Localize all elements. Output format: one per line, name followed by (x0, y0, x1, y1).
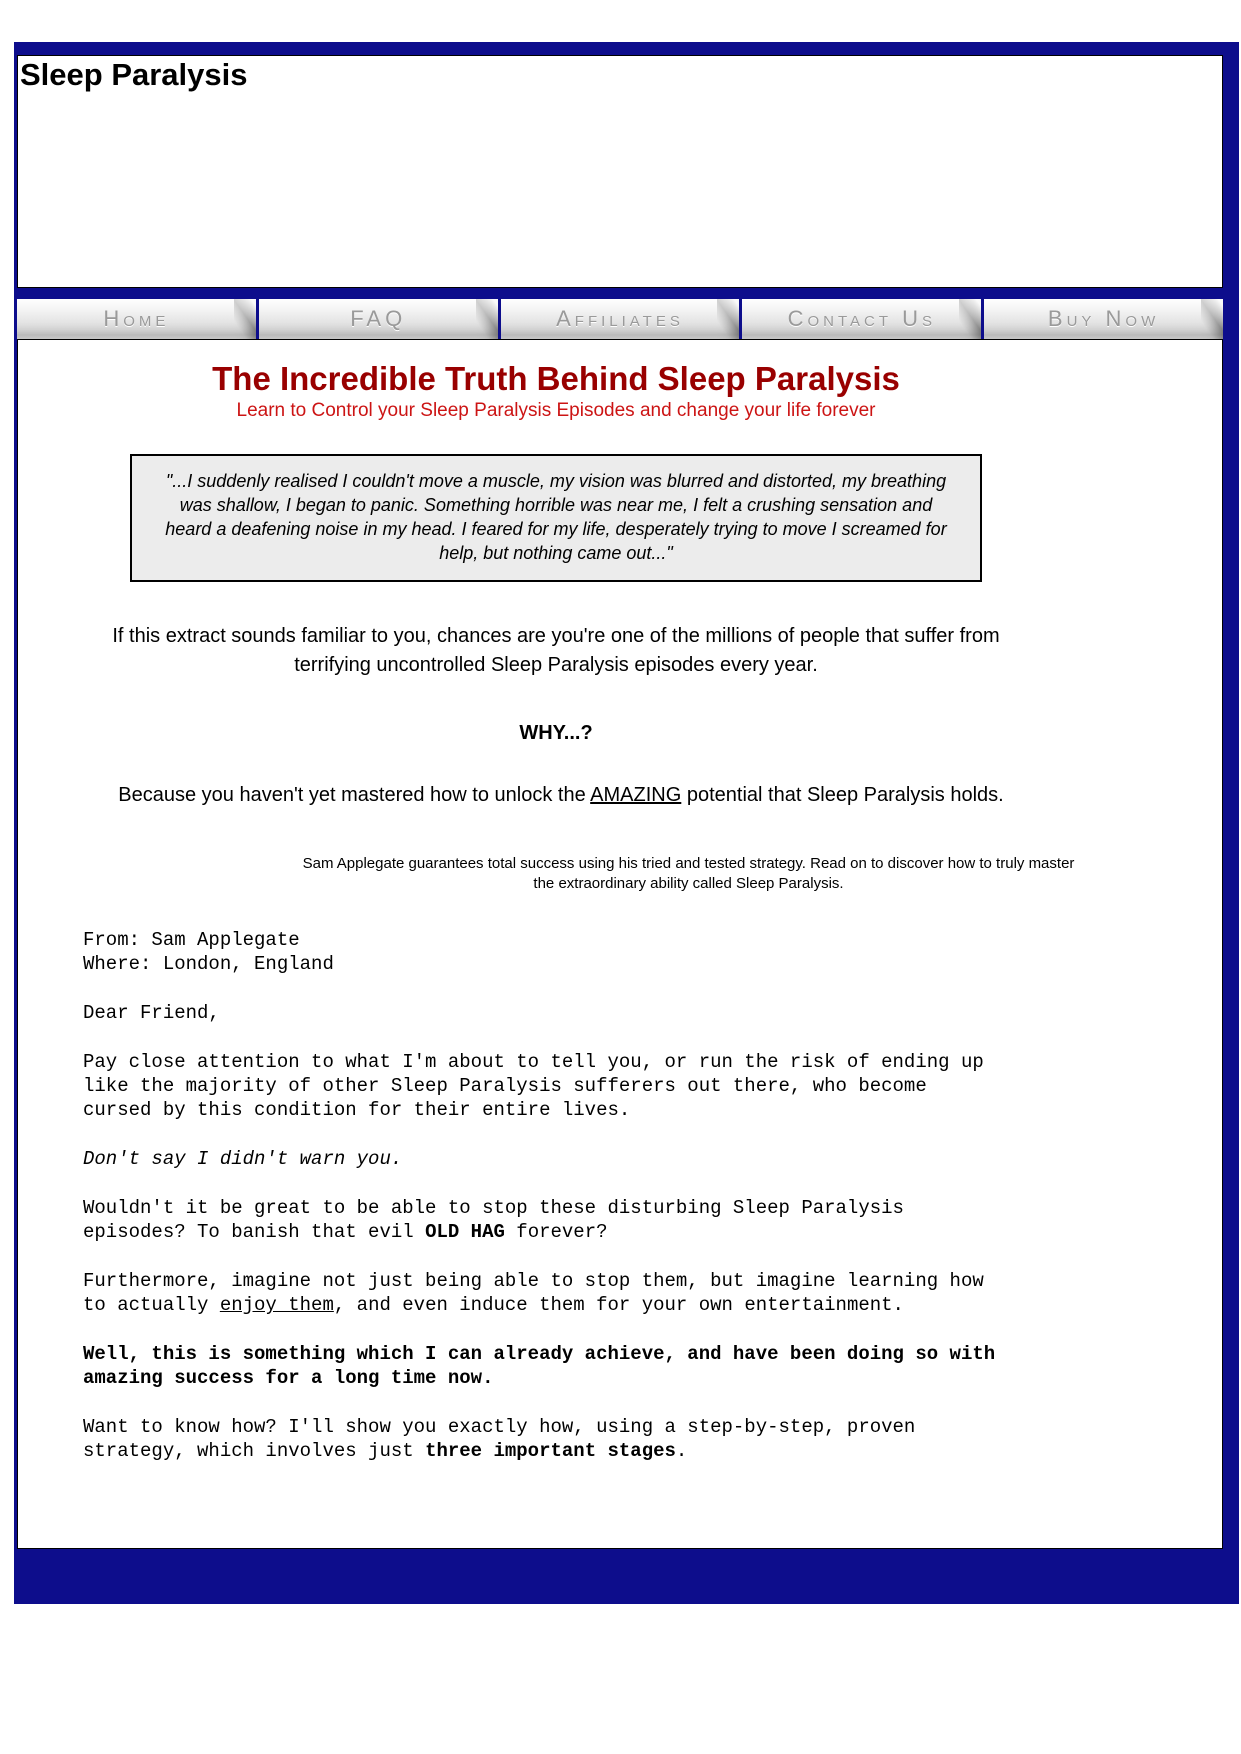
letter-p2-pre: Wouldn't it be great to be able to stop these disturbing Sleep Paralysis episodes? To banish that evil (83, 1197, 904, 1244)
site-header (17, 55, 1223, 288)
site-title: Sleep Paralysis (20, 57, 248, 92)
main-nav (17, 299, 1223, 339)
page-title: The Incredible Truth Behind Sleep Paralysis (212, 360, 900, 397)
nav-item-affiliates-label: Affiliates (556, 306, 684, 331)
letter-p5-bold: three important stages (425, 1440, 676, 1463)
letter-from-where (83, 928, 999, 976)
nav-item-home[interactable] (17, 299, 256, 339)
letter-salutation: Dear Friend, (83, 1002, 220, 1025)
letter-paragraph-4: Well, this is something which I can already achieve, and have been doing so with amazing success for a long time now. (83, 1343, 996, 1390)
why-heading: WHY...? (519, 721, 593, 744)
guarantee-text: Sam Applegate guarantees total success using his tried and tested strategy. Read on to discover how to truly master the extraordinary ability called Sleep Paralysis. (302, 854, 1075, 892)
letter-paragraph-3 (83, 1269, 999, 1317)
letter-p5-post: . (675, 1440, 688, 1463)
letter-p3-pre: Furthermore, imagine not just being able to stop them, but imagine learning how to actually (83, 1270, 984, 1317)
nav-item-buy-now-label: Buy Now (1047, 306, 1160, 331)
testimonial-quote: "...I suddenly realised I couldn't move a muscle, my vision was blurred and distorted, my breathing was shallow, I began to panic. Something horrible was near me, I felt a crushing sensation and heard a deafening noise in my head. I feared for my life, desperately trying to move I screamed for help, but nothing came out..." (130, 454, 982, 582)
because-text-post: potential that Sleep Paralysis holds. (681, 783, 1004, 806)
letter-from-line: From: Sam Applegate (83, 929, 300, 952)
letter-p3-underlined: enjoy them (219, 1294, 334, 1317)
nav-item-contact-us[interactable] (742, 299, 981, 339)
sales-letter (83, 928, 999, 1463)
main-content (17, 339, 1223, 1549)
nav-item-affiliates[interactable] (501, 299, 740, 339)
because-text-underlined: AMAZING (590, 783, 682, 806)
nav-item-home-label: Home (103, 306, 170, 331)
page-frame (14, 42, 1239, 1604)
nav-item-contact-us-label: Contact Us (787, 306, 937, 331)
content-column (18, 360, 1094, 1463)
letter-p5-pre: Want to know how? I'll show you exactly how, using a step-by-step, proven strategy, which involves just (83, 1416, 916, 1463)
letter-warning-line: Don't say I didn't warn you. (83, 1148, 403, 1171)
letter-p2-bold: OLD HAG (425, 1221, 505, 1244)
because-text-pre: Because you haven't yet mastered how to unlock the (118, 783, 591, 806)
page-subtitle: Learn to Control your Sleep Paralysis Episodes and change your life forever (236, 400, 876, 421)
letter-paragraph-5 (83, 1415, 999, 1463)
nav-item-faq-label: FAQ (350, 306, 407, 331)
letter-p3-post: , and even induce them for your own entertainment. (333, 1294, 904, 1317)
because-paragraph (58, 781, 1064, 810)
letter-paragraph-2 (83, 1196, 999, 1244)
letter-p2-post: forever? (504, 1221, 608, 1244)
nav-item-faq[interactable] (259, 299, 498, 339)
letter-paragraph-1: Pay close attention to what I'm about to tell you, or run the risk of ending up like the majority of other Sleep Paralysis sufferers out there, who become cursed by this condition for their entire lives. (83, 1051, 984, 1122)
letter-where-line: Where: London, England (83, 953, 334, 976)
nav-item-buy-now[interactable] (984, 299, 1223, 339)
intro-paragraph: If this extract sounds familiar to you, chances are you're one of the millions of people that suffer from terrifying uncontrolled Sleep Paralysis episodes every year. (112, 624, 1000, 676)
